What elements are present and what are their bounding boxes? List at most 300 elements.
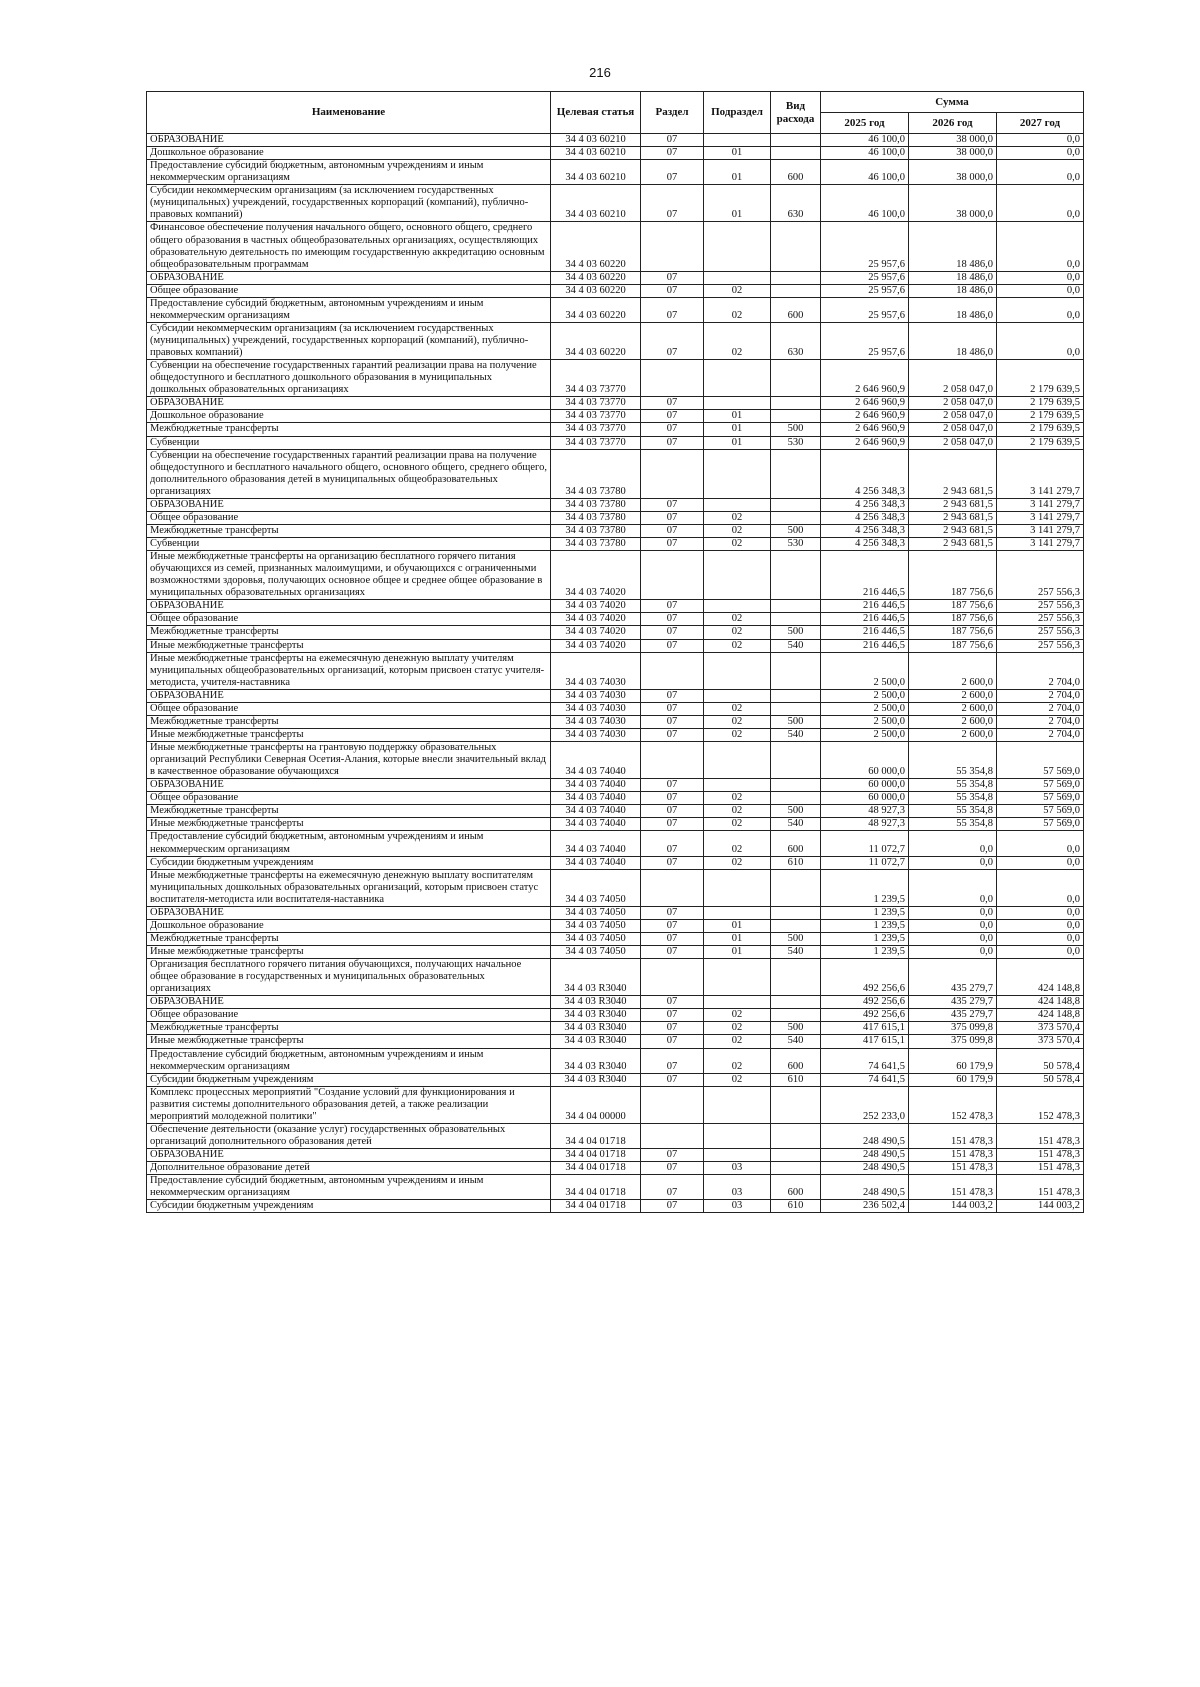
row-name-cell: Иные межбюджетные трансферты на грантовую поддержку образовательных организаций Республики Северная Осетия-Алания, которые внесли значительный вклад в качественное образование обучающихся bbox=[147, 742, 551, 779]
row-sum-2026-cell: 375 099,8 bbox=[909, 1022, 997, 1035]
row-name-cell: Иные межбюджетные трансферты bbox=[147, 639, 551, 652]
row-sum-2026-cell: 187 756,6 bbox=[909, 639, 997, 652]
table-row bbox=[147, 511, 1084, 524]
row-name-cell: Межбюджетные трансферты bbox=[147, 524, 551, 537]
row-name-cell: Межбюджетные трансферты bbox=[147, 932, 551, 945]
row-expense-type-cell: 500 bbox=[771, 1022, 821, 1035]
row-subsection-cell: 02 bbox=[704, 805, 771, 818]
row-expense-type-cell: 600 bbox=[771, 1175, 821, 1200]
row-name-cell: Дополнительное образование детей bbox=[147, 1162, 551, 1175]
row-section-cell: 07 bbox=[641, 613, 704, 626]
row-subsection-cell bbox=[704, 449, 771, 498]
row-target-cell: 34 4 03 74020 bbox=[551, 626, 641, 639]
row-sum-2025-cell: 25 957,6 bbox=[821, 284, 909, 297]
row-section-cell: 07 bbox=[641, 271, 704, 284]
table-row bbox=[147, 1009, 1084, 1022]
row-sum-2026-cell: 2 600,0 bbox=[909, 689, 997, 702]
row-sum-2025-cell: 60 000,0 bbox=[821, 779, 909, 792]
row-sum-2027-cell: 3 141 279,7 bbox=[997, 524, 1084, 537]
row-sum-2027-cell: 2 704,0 bbox=[997, 652, 1084, 689]
row-expense-type-cell: 500 bbox=[771, 626, 821, 639]
table-row bbox=[147, 818, 1084, 831]
table-row bbox=[147, 449, 1084, 498]
row-expense-type-cell bbox=[771, 284, 821, 297]
row-section-cell bbox=[641, 869, 704, 906]
header-year-2025: 2025 год bbox=[821, 113, 909, 134]
row-section-cell: 07 bbox=[641, 996, 704, 1009]
row-sum-2026-cell: 0,0 bbox=[909, 869, 997, 906]
row-expense-type-cell bbox=[771, 689, 821, 702]
row-subsection-cell: 01 bbox=[704, 410, 771, 423]
row-sum-2027-cell: 57 569,0 bbox=[997, 792, 1084, 805]
row-section-cell: 07 bbox=[641, 1022, 704, 1035]
row-section-cell: 07 bbox=[641, 1149, 704, 1162]
row-sum-2027-cell: 152 478,3 bbox=[997, 1086, 1084, 1123]
row-name-cell: Субвенции на обеспечение государственных гарантий реализации права на получение общедоступного и бесплатного начального общего, основного общего, среднего общего, дополнительного образования детей в муниципальных общеобразовательных организациях bbox=[147, 449, 551, 498]
row-sum-2027-cell: 57 569,0 bbox=[997, 805, 1084, 818]
row-sum-2025-cell: 492 256,6 bbox=[821, 996, 909, 1009]
row-expense-type-cell: 530 bbox=[771, 436, 821, 449]
row-subsection-cell: 02 bbox=[704, 626, 771, 639]
row-sum-2027-cell: 50 578,4 bbox=[997, 1073, 1084, 1086]
row-sum-2025-cell: 1 239,5 bbox=[821, 932, 909, 945]
row-target-cell: 34 4 04 01718 bbox=[551, 1175, 641, 1200]
header-year-2027: 2027 год bbox=[997, 113, 1084, 134]
budget-table bbox=[146, 91, 1084, 1213]
row-sum-2025-cell: 46 100,0 bbox=[821, 134, 909, 147]
row-sum-2027-cell: 0,0 bbox=[997, 297, 1084, 322]
row-target-cell: 34 4 03 74050 bbox=[551, 869, 641, 906]
row-target-cell: 34 4 03 73780 bbox=[551, 498, 641, 511]
row-subsection-cell bbox=[704, 869, 771, 906]
row-sum-2027-cell: 2 704,0 bbox=[997, 702, 1084, 715]
row-section-cell: 07 bbox=[641, 297, 704, 322]
row-sum-2027-cell: 0,0 bbox=[997, 831, 1084, 856]
row-sum-2027-cell: 0,0 bbox=[997, 869, 1084, 906]
row-expense-type-cell: 500 bbox=[771, 805, 821, 818]
row-sum-2025-cell: 25 957,6 bbox=[821, 271, 909, 284]
row-subsection-cell bbox=[704, 1123, 771, 1148]
page-number: 216 bbox=[589, 65, 611, 80]
row-sum-2025-cell: 216 446,5 bbox=[821, 639, 909, 652]
row-section-cell: 07 bbox=[641, 498, 704, 511]
row-sum-2026-cell: 55 354,8 bbox=[909, 792, 997, 805]
row-section-cell: 07 bbox=[641, 147, 704, 160]
row-section-cell: 07 bbox=[641, 538, 704, 551]
row-sum-2026-cell: 18 486,0 bbox=[909, 284, 997, 297]
row-sum-2027-cell: 0,0 bbox=[997, 160, 1084, 185]
row-sum-2025-cell: 216 446,5 bbox=[821, 551, 909, 600]
row-expense-type-cell: 610 bbox=[771, 1073, 821, 1086]
row-section-cell: 07 bbox=[641, 322, 704, 359]
table-row bbox=[147, 538, 1084, 551]
row-name-cell: Межбюджетные трансферты bbox=[147, 1022, 551, 1035]
row-sum-2026-cell: 18 486,0 bbox=[909, 297, 997, 322]
row-sum-2026-cell: 2 943 681,5 bbox=[909, 511, 997, 524]
row-target-cell: 34 4 03 R3040 bbox=[551, 996, 641, 1009]
row-section-cell: 07 bbox=[641, 1048, 704, 1073]
row-sum-2026-cell: 38 000,0 bbox=[909, 160, 997, 185]
row-sum-2026-cell: 151 478,3 bbox=[909, 1149, 997, 1162]
table-row bbox=[147, 715, 1084, 728]
row-expense-type-cell: 630 bbox=[771, 322, 821, 359]
table-row bbox=[147, 147, 1084, 160]
row-name-cell: Дошкольное образование bbox=[147, 410, 551, 423]
header-subsection: Подраздел bbox=[704, 92, 771, 134]
table-row bbox=[147, 410, 1084, 423]
row-name-cell: Общее образование bbox=[147, 613, 551, 626]
row-target-cell: 34 4 04 01718 bbox=[551, 1123, 641, 1148]
row-section-cell bbox=[641, 360, 704, 397]
row-target-cell: 34 4 03 74020 bbox=[551, 551, 641, 600]
row-expense-type-cell bbox=[771, 906, 821, 919]
row-sum-2027-cell: 2 179 639,5 bbox=[997, 360, 1084, 397]
header-section: Раздел bbox=[641, 92, 704, 134]
row-name-cell: Иные межбюджетные трансферты на ежемесячную денежную выплату воспитателям муниципальных дошкольных образовательных организаций, которым присвоен статус воспитателя-методиста или воспитателя-наставника bbox=[147, 869, 551, 906]
row-target-cell: 34 4 03 60220 bbox=[551, 297, 641, 322]
table-row bbox=[147, 919, 1084, 932]
row-sum-2027-cell: 2 179 639,5 bbox=[997, 397, 1084, 410]
row-name-cell: Иные межбюджетные трансферты bbox=[147, 946, 551, 959]
row-sum-2025-cell: 252 233,0 bbox=[821, 1086, 909, 1123]
row-sum-2026-cell: 2 058 047,0 bbox=[909, 410, 997, 423]
row-sum-2025-cell: 46 100,0 bbox=[821, 147, 909, 160]
row-sum-2026-cell: 60 179,9 bbox=[909, 1073, 997, 1086]
row-target-cell: 34 4 03 74040 bbox=[551, 742, 641, 779]
row-sum-2027-cell: 2 704,0 bbox=[997, 689, 1084, 702]
table-row bbox=[147, 996, 1084, 1009]
table-row bbox=[147, 652, 1084, 689]
row-section-cell: 07 bbox=[641, 436, 704, 449]
table-row bbox=[147, 160, 1084, 185]
table-row bbox=[147, 1123, 1084, 1148]
row-subsection-cell: 01 bbox=[704, 423, 771, 436]
row-name-cell: Иные межбюджетные трансферты bbox=[147, 728, 551, 741]
table-row bbox=[147, 1149, 1084, 1162]
row-target-cell: 34 4 03 74040 bbox=[551, 818, 641, 831]
row-sum-2027-cell: 0,0 bbox=[997, 271, 1084, 284]
row-target-cell: 34 4 03 73770 bbox=[551, 436, 641, 449]
row-sum-2026-cell: 18 486,0 bbox=[909, 222, 997, 271]
row-expense-type-cell: 540 bbox=[771, 818, 821, 831]
row-name-cell: ОБРАЗОВАНИЕ bbox=[147, 271, 551, 284]
row-section-cell: 07 bbox=[641, 818, 704, 831]
row-sum-2026-cell: 2 058 047,0 bbox=[909, 436, 997, 449]
row-sum-2025-cell: 60 000,0 bbox=[821, 792, 909, 805]
row-sum-2027-cell: 257 556,3 bbox=[997, 613, 1084, 626]
row-section-cell: 07 bbox=[641, 932, 704, 945]
row-expense-type-cell bbox=[771, 134, 821, 147]
row-name-cell: Иные межбюджетные трансферты bbox=[147, 818, 551, 831]
row-section-cell bbox=[641, 1123, 704, 1148]
row-expense-type-cell bbox=[771, 779, 821, 792]
row-sum-2027-cell: 0,0 bbox=[997, 147, 1084, 160]
table-row bbox=[147, 932, 1084, 945]
row-sum-2026-cell: 2 058 047,0 bbox=[909, 360, 997, 397]
row-expense-type-cell: 530 bbox=[771, 538, 821, 551]
header-name: Наименование bbox=[147, 92, 551, 134]
row-target-cell: 34 4 03 73770 bbox=[551, 410, 641, 423]
row-sum-2025-cell: 2 500,0 bbox=[821, 689, 909, 702]
row-sum-2027-cell: 373 570,4 bbox=[997, 1035, 1084, 1048]
row-expense-type-cell bbox=[771, 600, 821, 613]
row-sum-2027-cell: 57 569,0 bbox=[997, 779, 1084, 792]
row-subsection-cell: 02 bbox=[704, 792, 771, 805]
row-subsection-cell bbox=[704, 652, 771, 689]
row-sum-2025-cell: 492 256,6 bbox=[821, 959, 909, 996]
row-sum-2026-cell: 435 279,7 bbox=[909, 996, 997, 1009]
row-sum-2026-cell: 2 600,0 bbox=[909, 715, 997, 728]
row-sum-2025-cell: 4 256 348,3 bbox=[821, 498, 909, 511]
row-sum-2027-cell: 2 704,0 bbox=[997, 715, 1084, 728]
row-target-cell: 34 4 03 74030 bbox=[551, 715, 641, 728]
table-row bbox=[147, 702, 1084, 715]
row-sum-2025-cell: 2 646 960,9 bbox=[821, 410, 909, 423]
row-subsection-cell: 02 bbox=[704, 1009, 771, 1022]
table-row bbox=[147, 869, 1084, 906]
row-name-cell: Субсидии бюджетным учреждениям bbox=[147, 1200, 551, 1213]
row-subsection-cell: 02 bbox=[704, 728, 771, 741]
row-sum-2026-cell: 2 943 681,5 bbox=[909, 498, 997, 511]
table-row bbox=[147, 1175, 1084, 1200]
row-subsection-cell: 02 bbox=[704, 702, 771, 715]
row-sum-2025-cell: 248 490,5 bbox=[821, 1149, 909, 1162]
row-subsection-cell: 02 bbox=[704, 1035, 771, 1048]
row-expense-type-cell bbox=[771, 410, 821, 423]
table-row bbox=[147, 436, 1084, 449]
row-name-cell: Субвенции bbox=[147, 436, 551, 449]
row-sum-2027-cell: 151 478,3 bbox=[997, 1149, 1084, 1162]
row-subsection-cell bbox=[704, 689, 771, 702]
row-sum-2026-cell: 2 600,0 bbox=[909, 652, 997, 689]
row-sum-2025-cell: 2 646 960,9 bbox=[821, 423, 909, 436]
row-sum-2026-cell: 0,0 bbox=[909, 919, 997, 932]
row-target-cell: 34 4 03 60210 bbox=[551, 185, 641, 222]
table-row bbox=[147, 600, 1084, 613]
row-expense-type-cell: 500 bbox=[771, 715, 821, 728]
row-name-cell: ОБРАЗОВАНИЕ bbox=[147, 996, 551, 1009]
row-section-cell bbox=[641, 1086, 704, 1123]
row-name-cell: Субвенции на обеспечение государственных гарантий реализации права на получение общедоступного и бесплатного дошкольного образования в муниципальных дошкольных образовательных организациях bbox=[147, 360, 551, 397]
row-target-cell: 34 4 03 74040 bbox=[551, 831, 641, 856]
row-section-cell: 07 bbox=[641, 906, 704, 919]
row-target-cell: 34 4 03 74030 bbox=[551, 689, 641, 702]
row-expense-type-cell bbox=[771, 1162, 821, 1175]
row-section-cell: 07 bbox=[641, 779, 704, 792]
row-target-cell: 34 4 03 R3040 bbox=[551, 1009, 641, 1022]
row-subsection-cell: 02 bbox=[704, 511, 771, 524]
row-subsection-cell bbox=[704, 1149, 771, 1162]
row-sum-2025-cell: 1 239,5 bbox=[821, 906, 909, 919]
row-target-cell: 34 4 03 74020 bbox=[551, 600, 641, 613]
row-name-cell: ОБРАЗОВАНИЕ bbox=[147, 906, 551, 919]
row-sum-2026-cell: 0,0 bbox=[909, 906, 997, 919]
row-target-cell: 34 4 03 74040 bbox=[551, 779, 641, 792]
row-subsection-cell: 01 bbox=[704, 436, 771, 449]
row-subsection-cell bbox=[704, 1086, 771, 1123]
row-expense-type-cell: 500 bbox=[771, 423, 821, 436]
row-section-cell bbox=[641, 652, 704, 689]
row-sum-2025-cell: 492 256,6 bbox=[821, 1009, 909, 1022]
row-expense-type-cell bbox=[771, 742, 821, 779]
row-sum-2027-cell: 257 556,3 bbox=[997, 626, 1084, 639]
row-expense-type-cell: 540 bbox=[771, 728, 821, 741]
table-row bbox=[147, 959, 1084, 996]
table-row bbox=[147, 689, 1084, 702]
header-expense-type: Вид расхода bbox=[771, 92, 821, 134]
row-sum-2027-cell: 3 141 279,7 bbox=[997, 511, 1084, 524]
table-row bbox=[147, 1048, 1084, 1073]
row-expense-type-cell bbox=[771, 271, 821, 284]
row-sum-2027-cell: 2 179 639,5 bbox=[997, 423, 1084, 436]
row-sum-2027-cell: 0,0 bbox=[997, 322, 1084, 359]
row-target-cell: 34 4 03 73770 bbox=[551, 360, 641, 397]
row-sum-2026-cell: 151 478,3 bbox=[909, 1162, 997, 1175]
row-target-cell: 34 4 03 74030 bbox=[551, 728, 641, 741]
row-section-cell: 07 bbox=[641, 792, 704, 805]
row-target-cell: 34 4 03 74020 bbox=[551, 613, 641, 626]
row-subsection-cell bbox=[704, 498, 771, 511]
row-name-cell: Субсидии бюджетным учреждениям bbox=[147, 856, 551, 869]
row-expense-type-cell bbox=[771, 222, 821, 271]
table-row bbox=[147, 1200, 1084, 1213]
row-sum-2027-cell: 3 141 279,7 bbox=[997, 498, 1084, 511]
row-target-cell: 34 4 03 74020 bbox=[551, 639, 641, 652]
row-expense-type-cell: 630 bbox=[771, 185, 821, 222]
row-name-cell: Субсидии некоммерческим организациям (за исключением государственных (муниципальных) учреждений, государственных корпораций (компаний), публично-правовых компаний) bbox=[147, 185, 551, 222]
row-section-cell: 07 bbox=[641, 919, 704, 932]
row-section-cell: 07 bbox=[641, 600, 704, 613]
row-name-cell: Предоставление субсидий бюджетным, автономным учреждениям и иным некоммерческим организациям bbox=[147, 831, 551, 856]
row-name-cell: Обеспечение деятельности (оказание услуг) государственных образовательных организаций дополнительного образования детей bbox=[147, 1123, 551, 1148]
row-expense-type-cell bbox=[771, 959, 821, 996]
row-subsection-cell: 03 bbox=[704, 1175, 771, 1200]
row-name-cell: ОБРАЗОВАНИЕ bbox=[147, 397, 551, 410]
row-section-cell bbox=[641, 551, 704, 600]
row-target-cell: 34 4 04 01718 bbox=[551, 1200, 641, 1213]
row-sum-2027-cell: 424 148,8 bbox=[997, 996, 1084, 1009]
row-expense-type-cell bbox=[771, 919, 821, 932]
row-sum-2026-cell: 435 279,7 bbox=[909, 1009, 997, 1022]
row-sum-2026-cell: 38 000,0 bbox=[909, 147, 997, 160]
row-sum-2025-cell: 2 500,0 bbox=[821, 728, 909, 741]
row-section-cell bbox=[641, 449, 704, 498]
row-sum-2027-cell: 57 569,0 bbox=[997, 742, 1084, 779]
row-sum-2025-cell: 2 500,0 bbox=[821, 702, 909, 715]
row-sum-2025-cell: 1 239,5 bbox=[821, 869, 909, 906]
row-target-cell: 34 4 03 73780 bbox=[551, 524, 641, 537]
table-row bbox=[147, 222, 1084, 271]
row-subsection-cell bbox=[704, 906, 771, 919]
row-expense-type-cell: 600 bbox=[771, 160, 821, 185]
row-sum-2026-cell: 38 000,0 bbox=[909, 185, 997, 222]
table-row bbox=[147, 397, 1084, 410]
row-name-cell: Иные межбюджетные трансферты на ежемесячную денежную выплату учителям муниципальных общеобразовательных организаций, которым присвоен статус учителя-методиста, учителя-наставника bbox=[147, 652, 551, 689]
row-sum-2025-cell: 4 256 348,3 bbox=[821, 538, 909, 551]
row-sum-2027-cell: 0,0 bbox=[997, 919, 1084, 932]
row-section-cell: 07 bbox=[641, 1162, 704, 1175]
row-sum-2026-cell: 2 943 681,5 bbox=[909, 524, 997, 537]
row-expense-type-cell: 600 bbox=[771, 1048, 821, 1073]
row-sum-2025-cell: 216 446,5 bbox=[821, 626, 909, 639]
row-sum-2027-cell: 0,0 bbox=[997, 134, 1084, 147]
table-row bbox=[147, 185, 1084, 222]
table-row bbox=[147, 906, 1084, 919]
row-target-cell: 34 4 03 73780 bbox=[551, 511, 641, 524]
row-sum-2027-cell: 3 141 279,7 bbox=[997, 449, 1084, 498]
row-subsection-cell bbox=[704, 397, 771, 410]
row-sum-2025-cell: 1 239,5 bbox=[821, 919, 909, 932]
row-sum-2025-cell: 25 957,6 bbox=[821, 322, 909, 359]
row-target-cell: 34 4 03 74030 bbox=[551, 702, 641, 715]
row-sum-2026-cell: 38 000,0 bbox=[909, 134, 997, 147]
row-sum-2027-cell: 0,0 bbox=[997, 284, 1084, 297]
row-sum-2025-cell: 48 927,3 bbox=[821, 805, 909, 818]
row-expense-type-cell bbox=[771, 792, 821, 805]
row-sum-2027-cell: 144 003,2 bbox=[997, 1200, 1084, 1213]
row-expense-type-cell bbox=[771, 869, 821, 906]
row-sum-2025-cell: 60 000,0 bbox=[821, 742, 909, 779]
table-row bbox=[147, 322, 1084, 359]
table-row bbox=[147, 639, 1084, 652]
row-sum-2026-cell: 0,0 bbox=[909, 946, 997, 959]
row-sum-2026-cell: 151 478,3 bbox=[909, 1175, 997, 1200]
row-target-cell: 34 4 03 60210 bbox=[551, 147, 641, 160]
row-sum-2026-cell: 18 486,0 bbox=[909, 271, 997, 284]
row-target-cell: 34 4 03 74040 bbox=[551, 856, 641, 869]
row-section-cell: 07 bbox=[641, 185, 704, 222]
row-sum-2026-cell: 0,0 bbox=[909, 932, 997, 945]
row-section-cell bbox=[641, 742, 704, 779]
table-row bbox=[147, 297, 1084, 322]
row-sum-2027-cell: 50 578,4 bbox=[997, 1048, 1084, 1073]
row-subsection-cell: 01 bbox=[704, 160, 771, 185]
row-expense-type-cell: 610 bbox=[771, 1200, 821, 1213]
row-target-cell: 34 4 03 73780 bbox=[551, 449, 641, 498]
row-target-cell: 34 4 03 R3040 bbox=[551, 1022, 641, 1035]
row-sum-2025-cell: 417 615,1 bbox=[821, 1035, 909, 1048]
row-subsection-cell bbox=[704, 551, 771, 600]
row-sum-2025-cell: 417 615,1 bbox=[821, 1022, 909, 1035]
row-sum-2025-cell: 216 446,5 bbox=[821, 600, 909, 613]
row-expense-type-cell: 540 bbox=[771, 639, 821, 652]
row-sum-2027-cell: 2 179 639,5 bbox=[997, 410, 1084, 423]
table-row bbox=[147, 498, 1084, 511]
row-target-cell: 34 4 03 60220 bbox=[551, 284, 641, 297]
row-sum-2026-cell: 151 478,3 bbox=[909, 1123, 997, 1148]
table-row bbox=[147, 1022, 1084, 1035]
row-name-cell: Предоставление субсидий бюджетным, автономным учреждениям и иным некоммерческим организациям bbox=[147, 160, 551, 185]
row-name-cell: ОБРАЗОВАНИЕ bbox=[147, 134, 551, 147]
row-expense-type-cell bbox=[771, 652, 821, 689]
row-name-cell: Иные межбюджетные трансферты bbox=[147, 1035, 551, 1048]
row-name-cell: Дошкольное образование bbox=[147, 147, 551, 160]
row-target-cell: 34 4 04 00000 bbox=[551, 1086, 641, 1123]
row-name-cell: ОБРАЗОВАНИЕ bbox=[147, 600, 551, 613]
row-subsection-cell bbox=[704, 742, 771, 779]
row-target-cell: 34 4 03 R3040 bbox=[551, 959, 641, 996]
row-subsection-cell: 01 bbox=[704, 946, 771, 959]
row-target-cell: 34 4 04 01718 bbox=[551, 1162, 641, 1175]
row-subsection-cell bbox=[704, 600, 771, 613]
row-target-cell: 34 4 03 74050 bbox=[551, 932, 641, 945]
row-target-cell: 34 4 03 74040 bbox=[551, 805, 641, 818]
row-name-cell: Финансовое обеспечение получения начального общего, основного общего, среднего общего образования в частных общеобразовательных организациях, осуществляющих образовательную деятельность по имеющим государственную аккредитацию основным общеобразовательным программам bbox=[147, 222, 551, 271]
row-expense-type-cell: 540 bbox=[771, 946, 821, 959]
row-sum-2025-cell: 216 446,5 bbox=[821, 613, 909, 626]
table-row bbox=[147, 779, 1084, 792]
row-sum-2026-cell: 2 600,0 bbox=[909, 702, 997, 715]
